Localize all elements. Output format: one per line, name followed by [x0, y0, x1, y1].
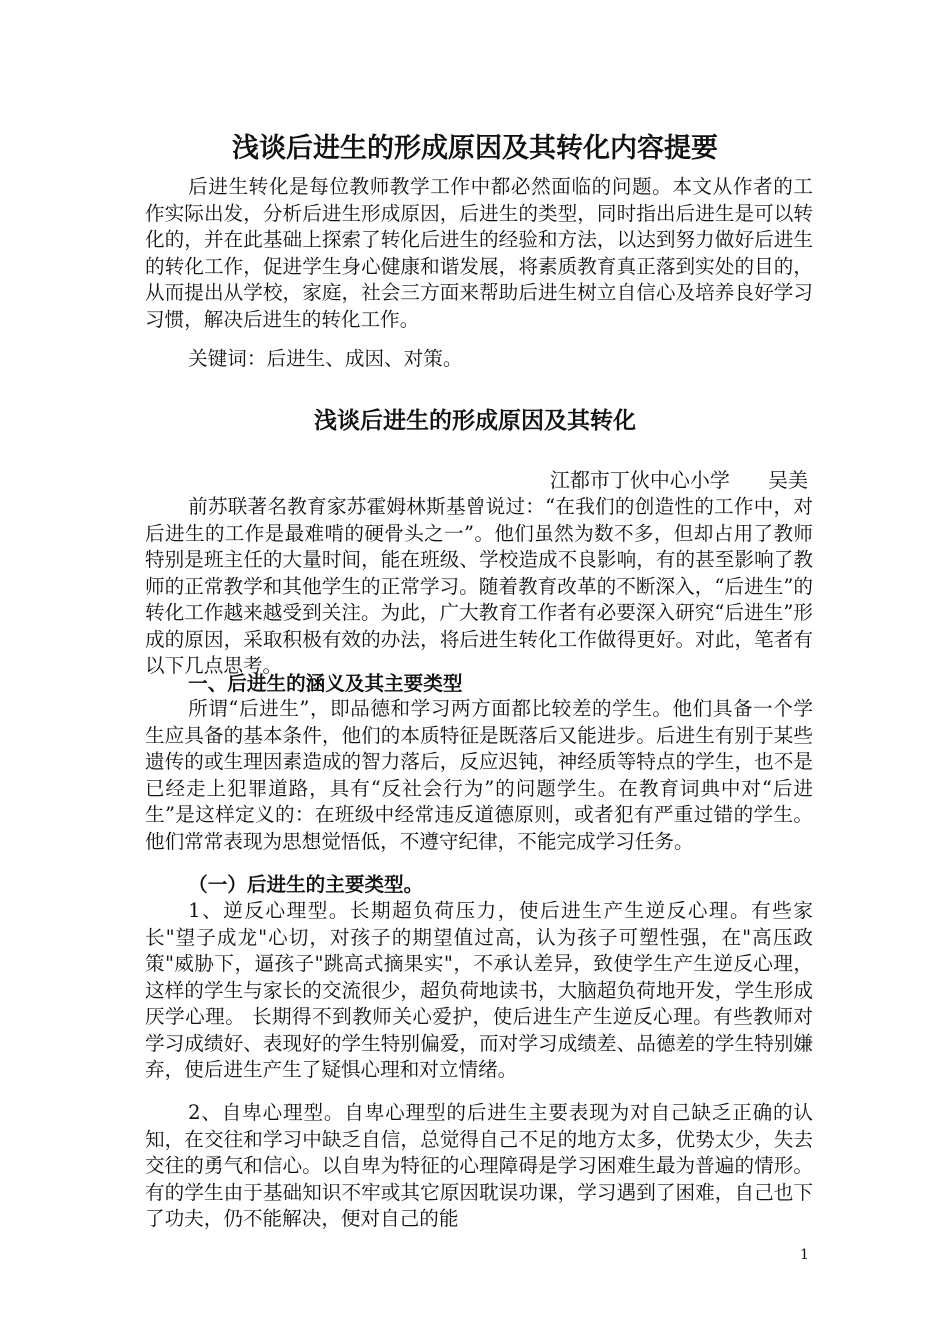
summary-title: 浅谈后进生的形成原因及其转化内容提要: [232, 133, 718, 164]
section1-paragraph: 所谓“后进生”，即品德和学习两方面都比较差的学生。他们具备一个学生应具备的基本条件，他们的本质特征是既落后又能进步。后进生有别于某些遗传的或生理因素造成的智力落后，反应迟钝，神经质等特点的学生，也不是已经走上犯罪道路，具有“反社会行为”的问题学生。在教育词典中对“后进生”是这样定义的：在班级中经常违反道德原则，或者犯有严重过错的学生。他们常常表现为思想觉悟低，不遵守纪律，不能完成学习任务。: [145, 697, 813, 853]
abstract-paragraph: 后进生转化是每位教师教学工作中都必然面临的问题。本文从作者的工作实际出发，分析后进生形成原因，后进生的类型，同时指出后进生是可以转化的，并在此基础上探索了转化后进生的经验和方法，以达到努力做好后进生的转化工作，促进学生身心健康和谐发展，将素质教育真正落到实处的目的，从而提出从学校，家庭，社会三方面来帮助后进生树立自信心及培养良好学习习惯，解决后进生的转化工作。: [145, 175, 813, 331]
author-line: 江都市丁伙中心小学 吴美: [549, 468, 808, 492]
type1-paragraph: 1、逆反心理型。长期超负荷压力，使后进生产生逆反心理。有些家长"望子成龙"心切，对孩子的期望值过高，认为孩子可塑性强，在"高压政策"威胁下，逼孩子"跳高式摘果实"，不承认差异，致使学生产生逆反心理，这样的学生与家长的交流很少，超负荷地读书，大脑超负荷地开发，学生形成厌学心理。 长期得不到教师关心爱护，使后进生产生逆反心理。有些教师对学习成绩好、表现好的学生特别偏爱，而对学习成绩差、品德差的学生特别嫌弃，使后进生产生了疑惧心理和对立情绪。: [145, 899, 813, 1081]
subsection1-heading: （一）后进生的主要类型。: [188, 873, 424, 896]
keywords-line: 关键词：后进生、成因、对策。: [188, 347, 463, 370]
article-title: 浅谈后进生的形成原因及其转化: [314, 408, 636, 434]
section1-heading: 一、后进生的涵义及其主要类型: [188, 672, 463, 695]
page-number: 1: [800, 1247, 809, 1263]
intro-paragraph: 前苏联著名教育家苏霍姆林斯基曾说过：“在我们的创造性的工作中，对后进生的工作是最难啃的硬骨头之一”。他们虽然为数不多，但却占用了教师特别是班主任的大量时间，能在班级、学校造成不良影响，有的甚至影响了教师的正常教学和其他学生的正常学习。随着教育改革的不断深入，“后进生”的转化工作越来越受到关注。为此，广大教育工作者有必要深入研究“后进生”形成的原因，采取积极有效的办法，将后进生转化工作做得更好。对此，笔者有以下几点思考。: [145, 495, 813, 677]
type2-paragraph: 2、自卑心理型。自卑心理型的后进生主要表现为对自己缺乏正确的认知，在交往和学习中缺乏自信，总觉得自己不足的地方太多，优势太少，失去交往的勇气和信心。以自卑为特征的心理障碍是学习困难生最为普遍的情形。有的学生由于基础知识不牢或其它原因耽误功课，学习遇到了困难，自己也下了功夫，仍不能解决，便对自己的能: [145, 1101, 813, 1230]
